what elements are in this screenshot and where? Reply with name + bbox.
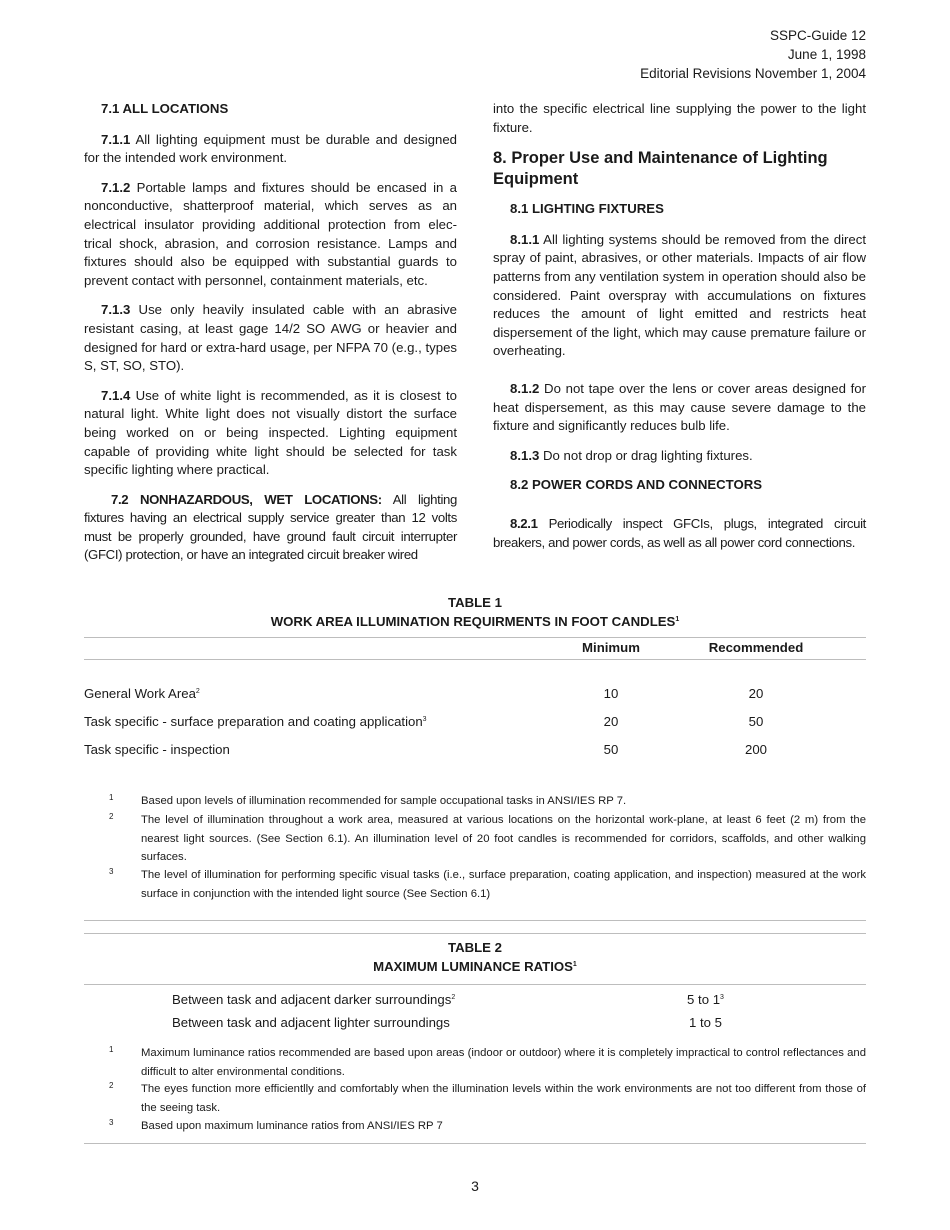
paragraph-number: 7.1.1 bbox=[101, 131, 131, 147]
row-label: Task specific - inspection bbox=[84, 742, 230, 757]
row-ratio: 5 to $1^3$ bbox=[687, 992, 724, 1007]
section-7-2-heading: 7.2 NONHAZARDOUS, WET LOCATIONS: bbox=[111, 491, 382, 507]
table-row bbox=[84, 742, 866, 762]
right-column bbox=[493, 100, 866, 563]
paragraph-number: 8.1.1 bbox=[510, 231, 540, 247]
paragraph-number: 7.1.4 bbox=[101, 387, 131, 403]
table-1-header-recommended: Recommended bbox=[708, 640, 804, 655]
table-1-caption bbox=[84, 593, 866, 631]
table-1-footnote-3: 3 The level of illumination for performing specific visual tasks (i.e., surface preparation, coating application, and inspection) measured at the work surface in conjunction with the intended light source (See Section 6.1) bbox=[109, 867, 866, 900]
table-2-footnote-2: 2 The eyes function more efficientlly and comfortably when the illumination levels within the work environments are not too different from those of the seeing task. bbox=[109, 1081, 866, 1114]
table-2-header-rule bbox=[84, 984, 866, 985]
row-ratio: 1 to 5 bbox=[689, 1015, 722, 1030]
table-1-title: WORK AREA ILLUMINATION REQUIRMENTS IN FOOT CANDLES$^1$ bbox=[270, 614, 680, 629]
table-1-bottom-rule bbox=[84, 920, 866, 921]
paragraph-7-1-3: 7.1.3 Use only heavily insulated cable with an abrasive resistant casing, at least gage 14/2 SO AWG or heavier and designed for hard or extra-hard usage, per NFPA 70 (e.g., types S, ST, SO, STO). bbox=[84, 302, 457, 374]
row-recommended: 200 bbox=[744, 742, 767, 757]
table-2-top-rule bbox=[84, 933, 866, 934]
paragraph-8-1-2: 8.1.2 Do not tape over the lens or cover areas designed for heat dispersement, as this may cause severe damage to the fixture and significantly reduces bulb life. bbox=[493, 380, 866, 434]
row-recommended: 20 bbox=[748, 686, 764, 701]
document-date: June 1, 1998 bbox=[787, 47, 866, 62]
table-2-footnote-1: 1 Maximum luminance ratios recommended are based upon areas (indoor or outdoor) where it is completely impractical to control reflectances and difficult to alter environmental conditions. bbox=[109, 1045, 866, 1078]
table-1-top-rule bbox=[84, 637, 866, 638]
paragraph-7-1-4: 7.1.4 Use of white light is recommended, as it is closest to natural light. White light does not visually distort the surface being worked on or being inspected. Lighting equipment capable of providing white light should be selected for task specific lighting where practical. bbox=[84, 387, 457, 478]
paragraph-8-2-1: 8.2.1 Periodically inspect GFCIs, plugs, integrated circuit breakers, and power cords, as well as all power cord connections. bbox=[493, 515, 866, 550]
section-8-title: 8. Proper Use and Maintenance of Lighting Equipment bbox=[493, 149, 828, 188]
row-label: Task specific - surface preparation and coating application$^3$ bbox=[84, 714, 427, 729]
table-row bbox=[84, 686, 866, 706]
section-8-2-heading: 8.2 POWER CORDS AND CONNECTORS bbox=[510, 477, 763, 493]
table-1-header-rule bbox=[84, 659, 866, 660]
paragraph-number: 7.1.3 bbox=[101, 302, 131, 318]
document-id: SSPC-Guide 12 bbox=[769, 28, 866, 43]
table-1-label: TABLE 1 bbox=[448, 595, 502, 610]
paragraph-number: 8.1.3 bbox=[510, 447, 540, 463]
page-number: 3 bbox=[471, 1178, 479, 1194]
paragraph-number: 8.2.1 bbox=[510, 515, 538, 531]
paragraph-7-1-2: 7.1.2 Portable lamps and fixtures should be encased in a nonconductive, shatterproof material, which serves as an electrical insulator providing additional protection from elec-trical shock, abrasion, and corrosion resistance. Lamps and fixtures should also be equipped with substantial guards to prevent contact with personnel, containment materials, etc. bbox=[84, 179, 457, 288]
row-recommended: 50 bbox=[748, 714, 764, 729]
paragraph-8-1-1: 8.1.1 All lighting systems should be removed from the direct spray of paint, abrasives, or other materials. Impacts of air flow patterns from any ventilation system in operation should also be considered. Paint overspray with accumulations on fixtures reduces the amount of light emitted and restricts heat dispersement of the light, which may cause premature failure or overheating. bbox=[493, 231, 866, 359]
paragraph-7-1-1: 7.1.1 All lighting equipment must be durable and designed for the intended work environment. bbox=[84, 131, 457, 166]
section-8-1-heading: 8.1 LIGHTING FIXTURES bbox=[510, 201, 664, 217]
row-label: Between task and adjacent lighter surroundings bbox=[172, 1015, 450, 1030]
table-2-footnote-3: 3 Based upon maximum luminance ratios from ANSI/IES RP 7 bbox=[109, 1118, 443, 1132]
row-label: Between task and adjacent darker surroundings$^2$ bbox=[172, 992, 456, 1007]
row-minimum: 50 bbox=[603, 742, 619, 757]
table-1-header-minimum: Minimum bbox=[582, 640, 640, 655]
section-7-2: 7.2 NONHAZARDOUS, WET LOCATIONS: All lighting fixtures having an electrical supply service greater than 12 volts must be properly grounded, have ground fault circuit interrupter (GFCI) protection, or have an integrated circuit breaker wired bbox=[84, 491, 457, 563]
table-2-caption bbox=[84, 938, 866, 976]
paragraph-number: 8.1.2 bbox=[510, 380, 540, 396]
paragraph-8-1-3: 8.1.3 Do not drop or drag lighting fixtures. bbox=[510, 447, 753, 463]
section-7-1-heading: 7.1 ALL LOCATIONS bbox=[101, 101, 229, 116]
row-minimum: 10 bbox=[603, 686, 619, 701]
row-minimum: 20 bbox=[603, 714, 619, 729]
table-row bbox=[172, 992, 866, 1012]
table-row bbox=[84, 714, 866, 734]
table-1-footnote-2: 2 The level of illumination throughout a work area, measured at various locations on the horizontal work-plane, at least 6 feet (2 m) from the nearest light sources. (See Section 6.1). An illumination level of 20 foot candles is recommended for corridors, scaffolds, and other walking surfaces. bbox=[109, 812, 866, 863]
revision-note: Editorial Revisions November 1, 2004 bbox=[640, 66, 866, 81]
table-1-footnote-1: 1 Based upon levels of illumination recommended for sample occupational tasks in ANSI/IES RP 7. bbox=[109, 793, 627, 807]
page-header bbox=[640, 26, 866, 83]
table-2-bottom-rule bbox=[84, 1143, 866, 1144]
left-column bbox=[84, 100, 457, 576]
row-label: General Work Area$^2$ bbox=[84, 686, 200, 701]
table-2-title: MAXIMUM LUMINANCE RATIOS$^1$ bbox=[373, 959, 577, 974]
continuation-text: into the specific electrical line supplying the power to the light fixture. bbox=[493, 101, 866, 135]
table-row bbox=[172, 1015, 866, 1035]
paragraph-number: 7.1.2 bbox=[101, 179, 131, 195]
table-2-label: TABLE 2 bbox=[448, 940, 502, 955]
